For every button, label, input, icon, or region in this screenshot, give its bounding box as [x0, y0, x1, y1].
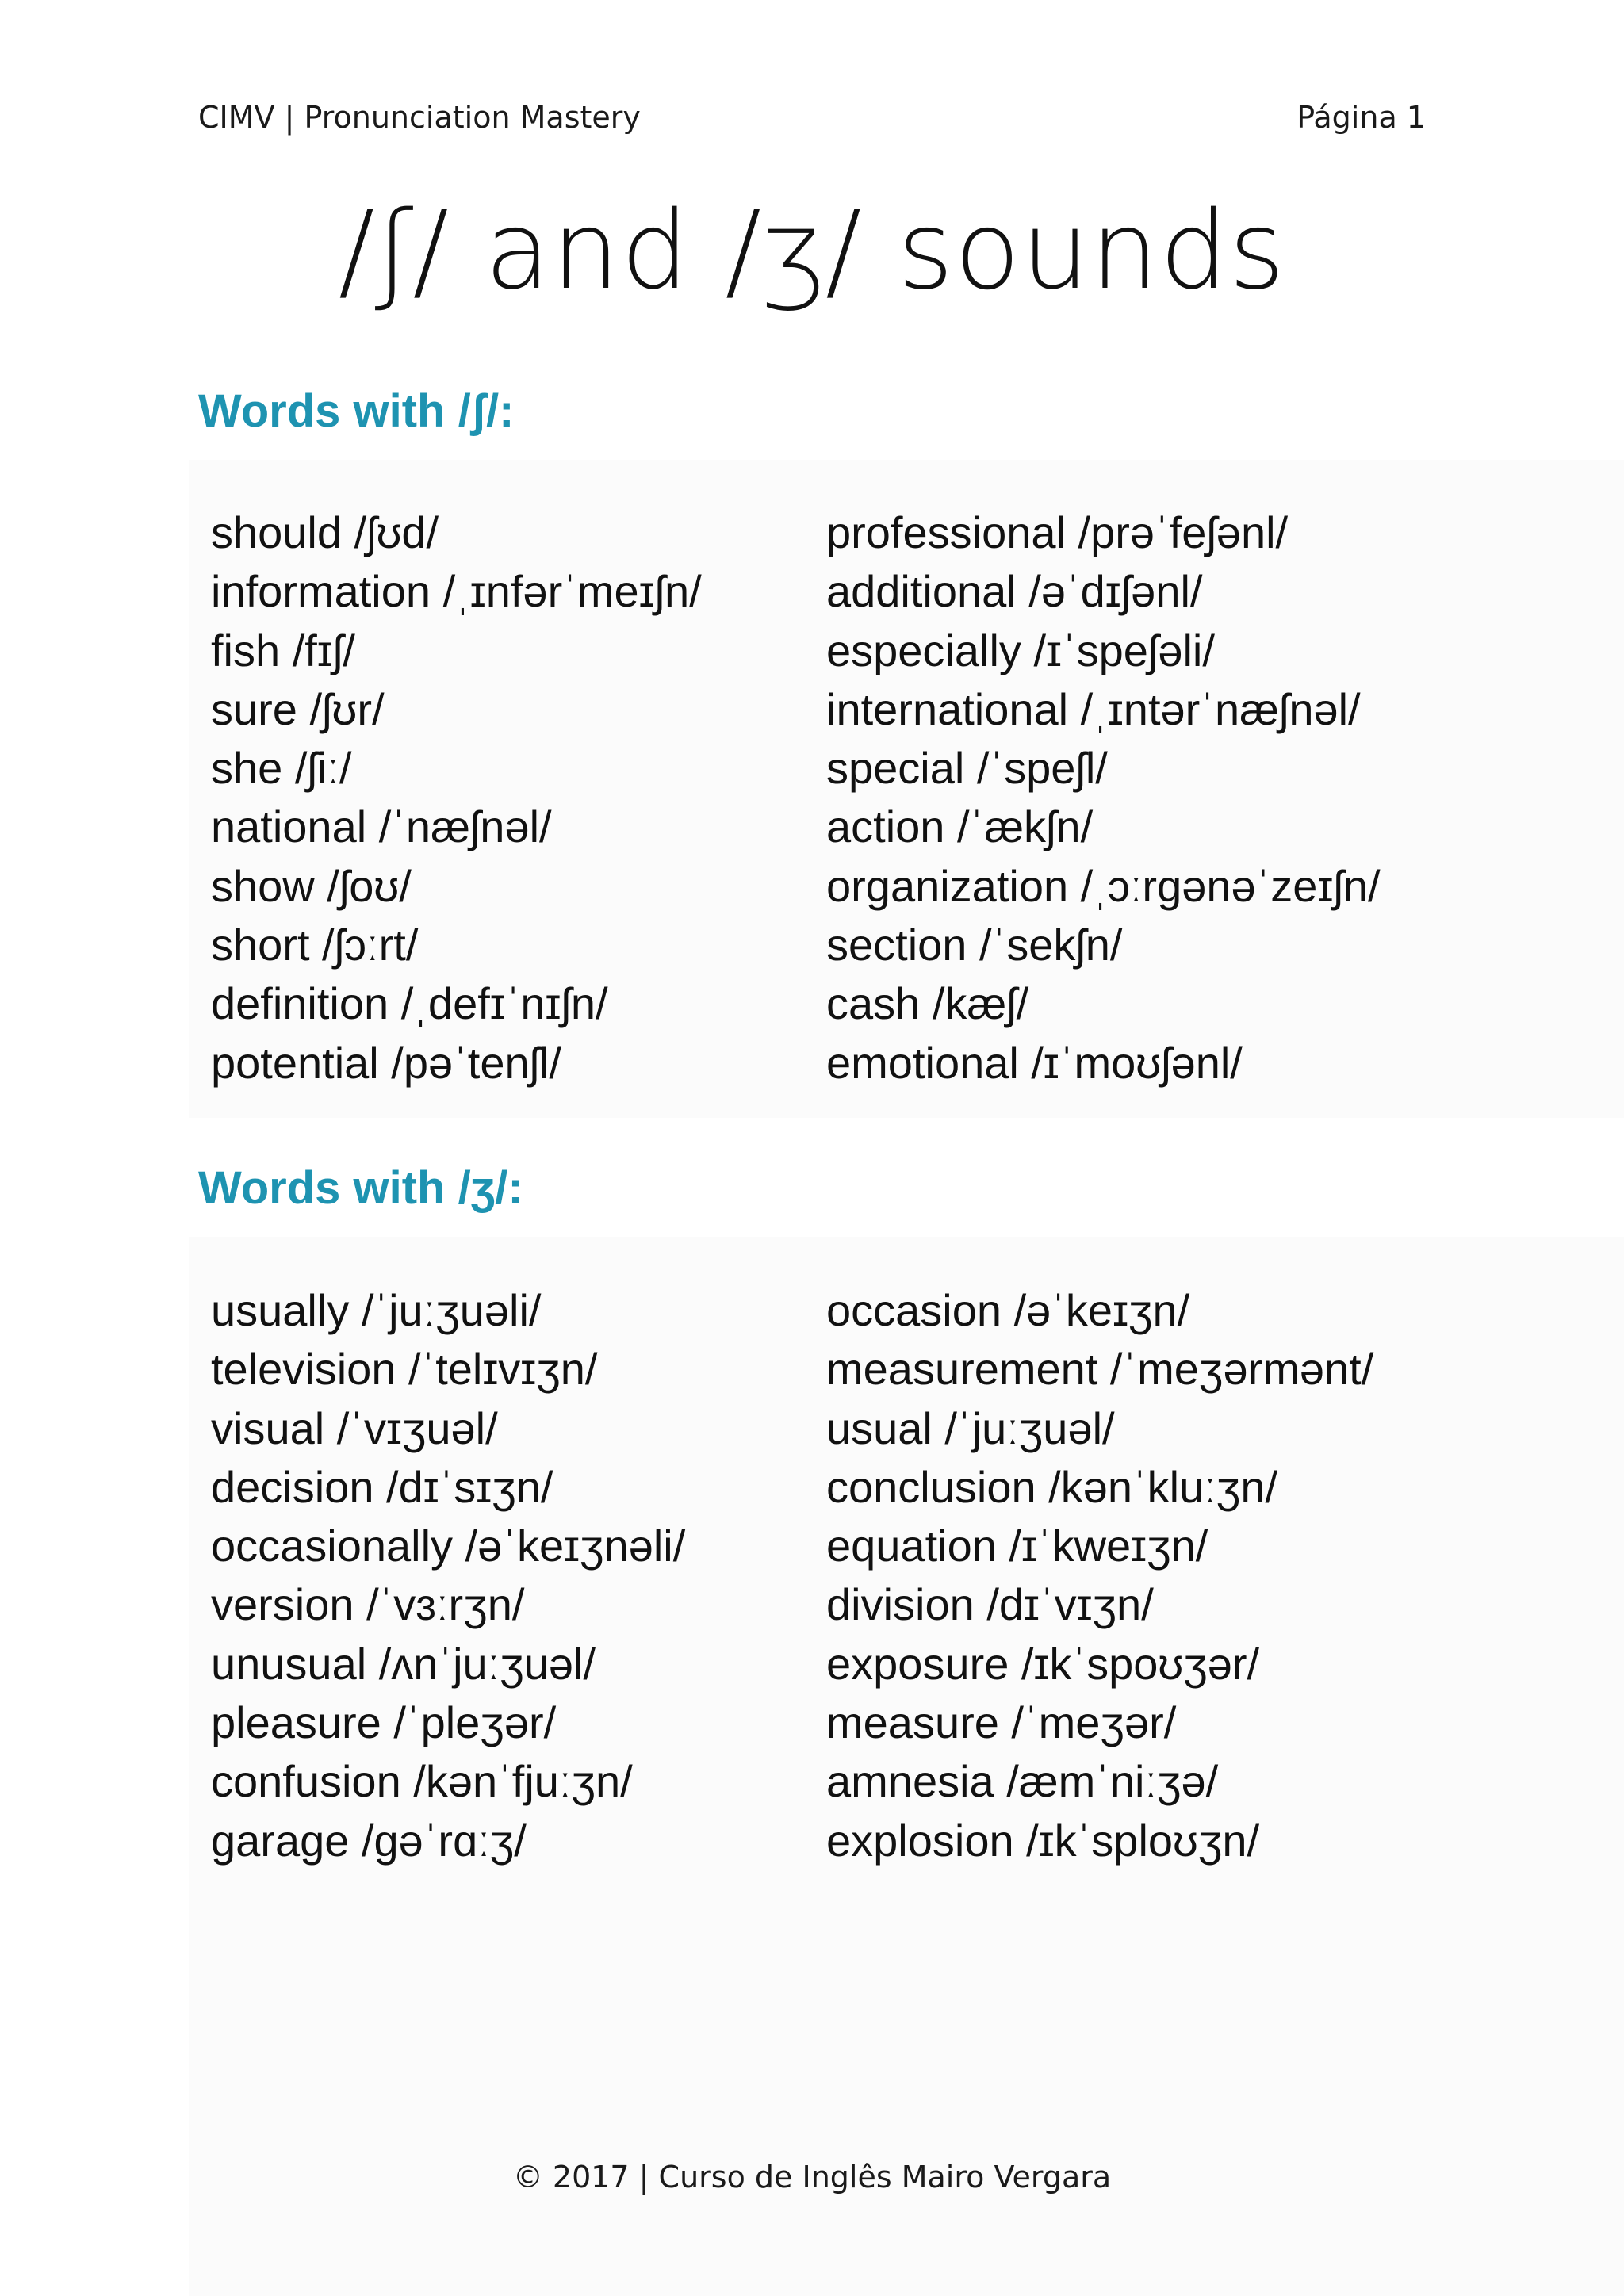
list-item: section /ˈsekʃn/: [826, 920, 1123, 970]
list-item: should /ʃʊd/: [211, 507, 439, 557]
list-item: exposure /ɪkˈspoʊʒər/: [826, 1638, 1260, 1689]
list-item: conclusion /kənˈkluːʒn/: [826, 1461, 1278, 1512]
section-heading-zh: Words with /ʒ/:: [198, 1162, 523, 1214]
list-item: version /ˈvɜːrʒn/: [211, 1579, 525, 1630]
list-item: organization /ˌɔːrgənəˈzeɪʃn/: [826, 860, 1381, 911]
word-list-zh-right: [826, 1281, 1373, 1870]
list-item: television /ˈtelɪvɪʒn/: [211, 1344, 598, 1395]
header-course-name: CIMV | Pronunciation Mastery: [198, 100, 641, 135]
list-item: usually /ˈjuːʒuəli/: [211, 1285, 542, 1335]
section-heading-sh: Words with /ʃ/:: [198, 385, 515, 437]
list-item: definition /ˌdefɪˈnɪʃn/: [211, 978, 608, 1029]
list-item: amnesia /æmˈniːʒə/: [826, 1756, 1219, 1807]
word-list-sh-left: [211, 503, 702, 1093]
list-item: action /ˈækʃn/: [826, 802, 1094, 852]
list-item: emotional /ɪˈmoʊʃənl/: [826, 1037, 1243, 1088]
word-list-zh-left: [211, 1281, 685, 1870]
list-item: division /dɪˈvɪʒn/: [826, 1579, 1154, 1630]
footer-copyright: © 2017 | Curso de Inglês Mairo Vergara: [512, 2160, 1112, 2195]
list-item: national /ˈnæʃnəl/: [211, 802, 552, 852]
list-item: garage /gəˈrɑːʒ/: [211, 1815, 527, 1866]
list-item: professional /prəˈfeʃənl/: [826, 507, 1289, 557]
list-item: unusual /ʌnˈjuːʒuəl/: [211, 1638, 596, 1689]
list-item: occasion /əˈkeɪʒn/: [826, 1285, 1190, 1335]
list-item: special /ˈspeʃl/: [826, 743, 1108, 794]
list-item: she /ʃiː/: [211, 743, 352, 794]
word-list-sh-right: [826, 503, 1381, 1093]
list-item: additional /əˈdɪʃənl/: [826, 566, 1203, 617]
list-item: occasionally /əˈkeɪʒnəli/: [211, 1521, 686, 1571]
list-item: show /ʃoʊ/: [211, 860, 412, 911]
list-item: confusion /kənˈfjuːʒn/: [211, 1756, 633, 1807]
list-item: short /ʃɔːrt/: [211, 920, 419, 970]
list-item: decision /dɪˈsɪʒn/: [211, 1461, 553, 1512]
list-item: explosion /ɪkˈsploʊʒn/: [826, 1815, 1260, 1866]
list-item: potential /pəˈtenʃl/: [211, 1037, 562, 1088]
list-item: measure /ˈmeʒər/: [826, 1697, 1177, 1748]
list-item: fish /fɪʃ/: [211, 625, 355, 675]
list-item: measurement /ˈmeʒərmənt/: [826, 1344, 1374, 1395]
list-item: cash /kæʃ/: [826, 978, 1029, 1029]
list-item: international /ˌɪntərˈnæʃnəl/: [826, 683, 1361, 734]
list-item: pleasure /ˈpleʒər/: [211, 1697, 557, 1748]
list-item: especially /ɪˈspeʃəli/: [826, 625, 1215, 675]
list-item: visual /ˈvɪʒuəl/: [211, 1402, 498, 1453]
list-item: information /ˌɪnfərˈmeɪʃn/: [211, 566, 702, 617]
header-page-number: Página 1: [1297, 100, 1426, 135]
list-item: usual /ˈjuːʒuəl/: [826, 1402, 1115, 1453]
page-title: /ʃ/ and /ʒ/ sounds: [338, 189, 1286, 314]
list-item: sure /ʃʊr/: [211, 683, 385, 734]
list-item: equation /ɪˈkweɪʒn/: [826, 1521, 1208, 1571]
